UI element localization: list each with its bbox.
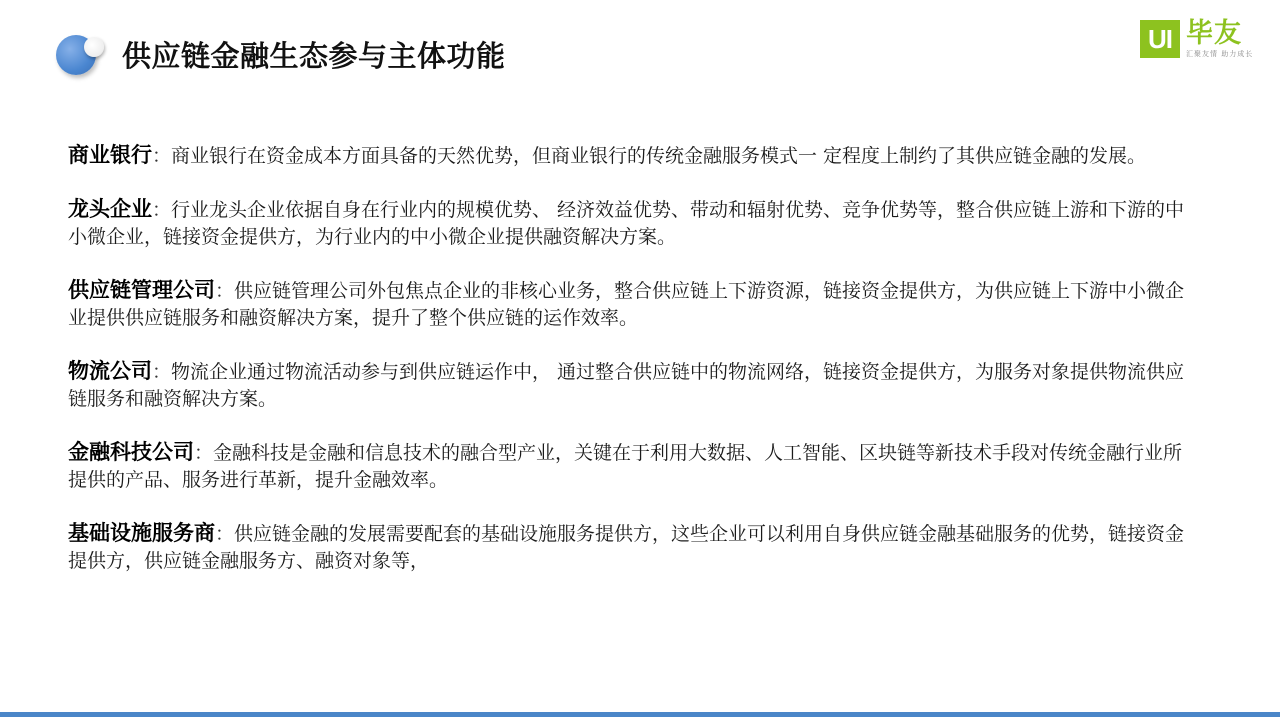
paragraph-text: 物流企业通过物流活动参与到供应链运作中， 通过整合供应链中的物流网络，链接资金提供方，为服务对象提供物流供应链服务和融资解决方案。 [68,361,1185,410]
paragraph-separator: ： [215,280,235,302]
paragraph-separator: ： [194,442,214,464]
paragraph-separator: ： [152,361,172,383]
title-area [56,30,506,78]
logo-right [1186,20,1253,59]
paragraph-heading: 商业银行 [68,143,152,167]
paragraph-separator: ： [152,145,172,167]
bottom-bar [0,712,1280,717]
bubble-dots-icon [56,31,110,77]
small-dot [84,37,104,57]
logo [1140,20,1260,60]
page-title: 供应链金融生态参与主体功能 [122,38,506,73]
paragraph-logistics [68,358,1200,413]
paragraph-infrastructure [68,520,1200,575]
paragraph-commercial-bank [68,142,1200,170]
paragraph-separator: ： [152,199,172,221]
paragraph-leading-enterprise [68,196,1200,251]
paragraph-heading: 金融科技公司 [68,440,194,464]
paragraph-text: 商业银行在资金成本方面具备的天然优势，但商业银行的传统金融服务模式一 定程度上制约了其供应链金融的发展。 [171,145,1147,167]
paragraph-text: 供应链金融的发展需要配套的基础设施服务提供方，这些企业可以利用自身供应链金融基础服务的优势，链接资金提供方，供应链金融服务方、融资对象等， [68,523,1185,572]
paragraph-text: 行业龙头企业依据自身在行业内的规模优势、 经济效益优势、带动和辐射优势、竞争优势等，整合供应链上游和下游的中小微企业，链接资金提供方，为行业内的中小微企业提供融资解决方案。 [68,199,1185,248]
paragraph-supply-chain-management [68,277,1200,332]
paragraph-heading: 物流公司 [68,359,152,383]
content [68,142,1200,601]
paragraph-heading: 龙头企业 [68,197,152,221]
paragraph-fintech [68,439,1200,494]
paragraph-text: 金融科技是金融和信息技术的融合型产业，关键在于利用大数据、人工智能、区块链等新技术手段对传统金融行业所提供的产品、服务进行革新，提升金融效率。 [68,442,1183,491]
logo-name: 毕友 [1186,18,1242,49]
logo-subtitle: 汇聚友情 助力成长 [1186,50,1254,58]
paragraph-heading: 基础设施服务商 [68,521,215,545]
paragraph-separator: ： [215,523,235,545]
paragraph-text: 供应链管理公司外包焦点企业的非核心业务，整合供应链上下游资源，链接资金提供方，为供应链上下游中小微企业提供供应链服务和融资解决方案，提升了整个供应链的运作效率。 [68,280,1185,329]
paragraph-heading: 供应链管理公司 [68,278,215,302]
logo-badge: UI [1140,20,1180,58]
